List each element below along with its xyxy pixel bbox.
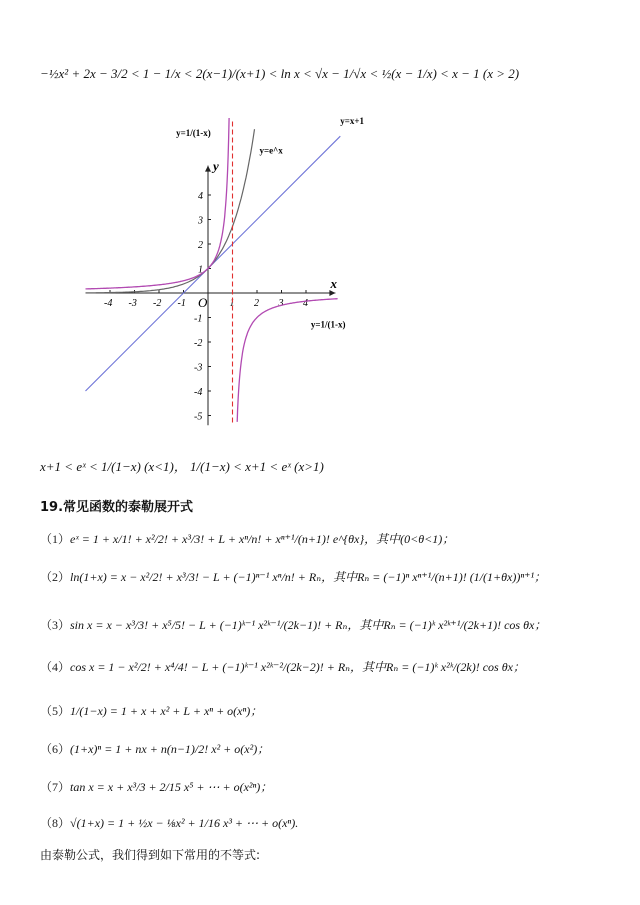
- function-graph: [60, 110, 365, 440]
- taylor-item-number: （5）: [40, 704, 71, 718]
- x-tick-label: 4: [303, 298, 308, 309]
- taylor-item: [40, 530, 454, 547]
- closing-text: 由泰勒公式，我们得到如下常用的不等式:: [40, 848, 261, 862]
- x-tick-label: -1: [177, 298, 186, 309]
- taylor-item-formula: cos x = 1 − x²/2! + x⁴/4! − L + (−1)ᵏ⁻¹ x²ᵏ⁻²/(2k−2)! + Rₙ，其中Rₙ = (−1)ᵏ x²ᵏ/(2k)! cos θx；: [70, 660, 525, 674]
- taylor-item-formula: sin x = x − x³/3! + x⁵/5! − L + (−1)ᵏ⁻¹ x²ᵏ⁻¹/(2k−1)! + Rₙ，其中Rₙ = (−1)ᵏ x²ᵏ⁺¹/(2k+1)! cos θx；: [70, 618, 547, 632]
- taylor-item: [40, 658, 525, 675]
- taylor-item: [40, 568, 546, 585]
- taylor-item-formula: (1+x)ⁿ = 1 + nx + n(n−1)/2! x² + o(x²)；: [70, 742, 270, 756]
- y-tick-label: 1: [198, 264, 203, 276]
- taylor-item-number: （1）: [40, 532, 71, 546]
- x-tick-label: -3: [128, 298, 137, 309]
- inequality-chain-text: −½x² + 2x − 3/2 < 1 − 1/x < 2(x−1)/(x+1) < ln x < √x − 1/√x < ½(x − 1/x) < x − 1 (x > 2): [40, 66, 520, 81]
- taylor-item-number: （8）: [40, 816, 71, 830]
- inequality-chain: [40, 66, 519, 82]
- taylor-item-number: （7）: [40, 780, 71, 794]
- origin-label: O: [198, 295, 208, 310]
- y-tick-label: 3: [198, 215, 203, 227]
- taylor-item-formula: 1/(1−x) = 1 + x + x² + L + xⁿ + o(xⁿ)；: [70, 704, 263, 718]
- x-tick-label: 2: [254, 298, 259, 309]
- y-tick-label: -3: [194, 362, 203, 374]
- x-axis-label: x: [330, 276, 337, 291]
- x-tick-label: 1: [229, 298, 235, 309]
- taylor-item: [40, 740, 269, 757]
- taylor-item: [40, 814, 298, 831]
- graph-ticks: [104, 159, 338, 423]
- taylor-item-formula: √(1+x) = 1 + ½x − ⅛x² + 1/16 x³ + ⋯ + o(xⁿ).: [70, 816, 299, 830]
- taylor-item-formula: tan x = x + x³/3 + 2/15 x⁵ + ⋯ + o(x²ⁿ)；: [70, 780, 273, 794]
- y-tick-label: 4: [198, 191, 203, 202]
- label-line: y=x+1: [340, 115, 365, 126]
- label-exp: y=e^x: [259, 145, 283, 156]
- x-tick-label: -4: [104, 298, 113, 309]
- curve-reciprocal-right: [237, 299, 337, 422]
- taylor-item: [40, 702, 262, 719]
- y-tick-label: -2: [194, 338, 203, 349]
- section-title: 19.常见函数的泰勒展开式: [40, 500, 194, 515]
- taylor-item-number: （2）: [40, 570, 71, 584]
- y-tick-label: -5: [194, 411, 203, 423]
- y-axis-label: y: [213, 158, 219, 174]
- graph-axes: [86, 166, 336, 426]
- taylor-item-formula: eˣ = 1 + x/1! + x²/2! + x³/3! + L + xⁿ/n! + xⁿ⁺¹/(n+1)! e^{θx}，其中(0<θ<1)；: [70, 532, 455, 546]
- y-axis-arrow: [205, 166, 211, 172]
- y-tick-label: -1: [194, 313, 203, 325]
- inequality-pair: [40, 456, 324, 475]
- label-reciprocal-top: y=1/(1-x): [176, 128, 211, 139]
- taylor-item-number: （4）: [40, 660, 71, 674]
- curve-exp: [86, 129, 255, 293]
- taylor-item-formula: ln(1+x) = x − x²/2! + x³/3! − L + (−1)ⁿ⁻¹ xⁿ/n! + Rₙ，其中Rₙ = (−1)ⁿ xⁿ⁺¹/(n+1)! (1/(1+θx))ⁿ⁺¹；: [70, 570, 547, 584]
- taylor-item: [40, 616, 546, 633]
- x-tick-label: -2: [153, 298, 162, 309]
- x-tick-label: 3: [278, 298, 284, 309]
- inequality-pair-text: x+1 < eˣ < 1/(1−x) (x<1)， 1/(1−x) < x+1 < eˣ (x>1): [40, 459, 324, 474]
- label-reciprocal-bottom: y=1/(1-x): [310, 319, 346, 330]
- taylor-item: [40, 778, 272, 795]
- taylor-item-number: （6）: [40, 742, 71, 756]
- y-tick-label: 2: [198, 240, 203, 251]
- taylor-item-number: （3）: [40, 618, 71, 632]
- y-tick-label: -4: [194, 387, 203, 398]
